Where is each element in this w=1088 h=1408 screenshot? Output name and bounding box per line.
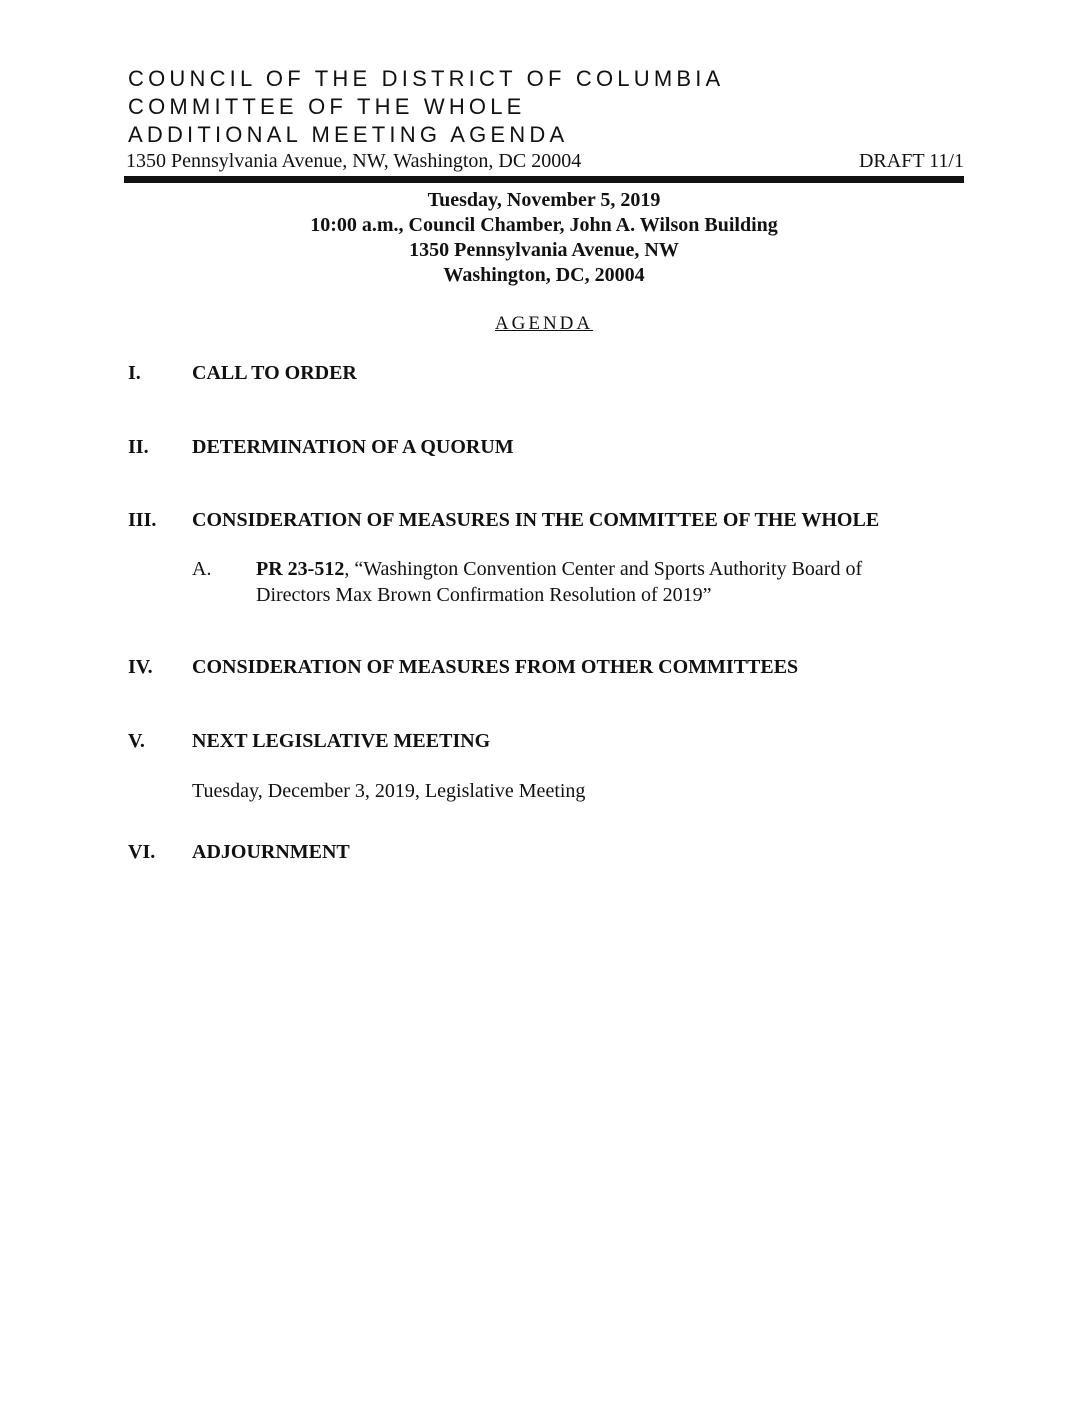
item-title: CONSIDERATION OF MEASURES FROM OTHER COMMITTEES: [192, 656, 799, 678]
agenda-item: [128, 507, 964, 535]
agenda-item: [128, 360, 964, 388]
agenda-heading: AGENDA: [494, 313, 594, 334]
committee-title: COMMITTEE OF THE WHOLE: [128, 94, 526, 119]
sub-item-text: [256, 556, 936, 608]
item-title: CALL TO ORDER: [192, 362, 357, 384]
item-title: CONSIDERATION OF MEASURES IN THE COMMITTEE OF THE WHOLE: [192, 509, 880, 531]
item-title: DETERMINATION OF A QUORUM: [192, 436, 514, 458]
item-number: IV.: [128, 656, 153, 678]
council-title: COUNCIL OF THE DISTRICT OF COLUMBIA: [128, 66, 725, 91]
measure-code: PR 23-512: [256, 558, 345, 580]
agenda-item: [128, 728, 964, 756]
header-rule: [124, 176, 964, 183]
meeting-time-place: 10:00 a.m., Council Chamber, John A. Wilson Building: [310, 214, 778, 236]
agenda-item: [128, 434, 964, 462]
item-number: VI.: [128, 841, 156, 863]
meeting-details: [124, 188, 964, 288]
sub-item-letter: A.: [192, 558, 212, 580]
agenda-item: [128, 654, 964, 682]
meeting-city: Washington, DC, 20004: [443, 264, 645, 286]
item-number: I.: [128, 362, 141, 384]
item-title: ADJOURNMENT: [192, 841, 350, 863]
meeting-street: 1350 Pennsylvania Avenue, NW: [409, 239, 679, 261]
next-meeting-date: Tuesday, December 3, 2019, Legislative Meeting: [192, 780, 586, 802]
item-number: V.: [128, 730, 145, 752]
meeting-date: Tuesday, November 5, 2019: [427, 189, 661, 211]
item-title: NEXT LEGISLATIVE MEETING: [192, 730, 491, 752]
council-address: 1350 Pennsylvania Avenue, NW, Washington, DC 20004: [126, 150, 582, 172]
item-number: III.: [128, 509, 157, 531]
agenda-item: [128, 839, 964, 867]
agenda-type-title: ADDITIONAL MEETING AGENDA: [128, 122, 569, 147]
item-number: II.: [128, 436, 149, 458]
draft-label: DRAFT 11/1: [858, 150, 964, 172]
measure-title: , “Washington Convention Center and Sports Authority Board of Directors Max Brown Confirmation Resolution of 2019”: [256, 558, 863, 606]
